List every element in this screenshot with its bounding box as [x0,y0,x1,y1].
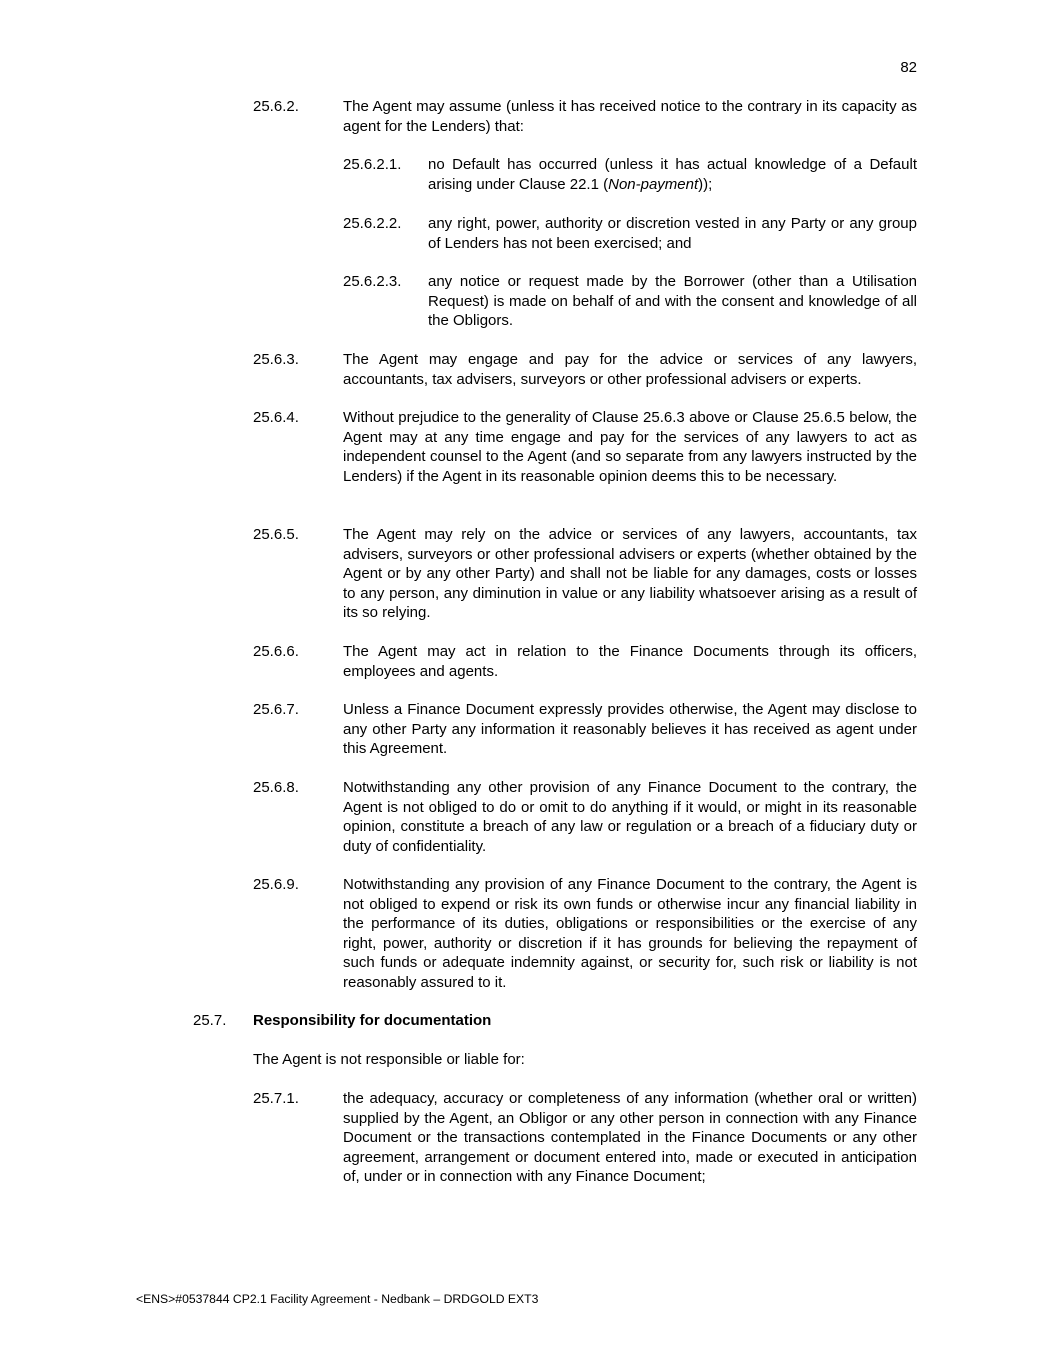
clause-number: 25.6.6. [253,643,299,660]
clause-reference-title: Non-payment [608,175,699,193]
clause-number: 25.6.2.1. [343,156,402,173]
clause-text: the adequacy, accuracy or completeness of any information (whether oral or written) supplied by the Agent, an Obligor or any other person in connection with any Finance Document or the transactions contemplated in the Finance Documents or any other agreement, arrangement or document entered into, made or executed in anticipation of, under or in connection with any Finance Document; [343,1090,917,1186]
page-number: 82 [900,59,917,76]
clause-text: The Agent may engage and pay for the advice or services of any lawyers, accountants, tax advisers, surveyors or other professional advisers or experts. [343,351,917,388]
document-footer: <ENS>#0537844 CP2.1 Facility Agreement - Nedbank – DRDGOLD EXT3 [136,1292,539,1306]
clause-number: 25.6.2.3. [343,273,402,290]
clause-text: any notice or request made by the Borrower (other than a Utilisation Request) is made on behalf of and with the consent and knowledge of all the Obligors. [428,273,917,330]
clause-number: 25.6.5. [253,526,299,543]
clause-number: 25.6.2.2. [343,215,402,232]
clause-text: The Agent may rely on the advice or services of any lawyers, accountants, tax advisers, surveyors or other professional advisers or experts (whether obtained by the Agent or by any other Party) and shall not be liable for any damages, costs or losses to any person, any diminution in value or any liability whatsoever arising as a result of its so relying. [343,526,917,622]
clause-text: Notwithstanding any other provision of any Finance Document to the contrary, the Agent is not obliged to do or omit to do anything if it would, or might in its reasonable opinion, constitute a breach of any law or regulation or a breach of a fiduciary duty or duty of confidentiality. [343,779,917,855]
clause-text: Unless a Finance Document expressly provides otherwise, the Agent may disclose to any other Party any information it reasonably believes it has received as agent under this Agreement. [343,701,917,758]
clause-text: any right, power, authority or discretion vested in any Party or any group of Lenders has not been exercised; and [428,215,917,252]
clause-text: The Agent may assume (unless it has received notice to the contrary in its capacity as agent for the Lenders) that: [343,98,917,135]
clause-text: Notwithstanding any provision of any Finance Document to the contrary, the Agent is not obliged to expend or risk its own funds or otherwise incur any financial liability in the performance of its duties, obligations or responsibilities or the exercise of any right, power, authority or discretion if it has grounds for believing the repayment of such funds or adequate indemnity against, or security for, such risk or liability is not reasonably assured to it. [343,876,917,991]
clause-text: Without prejudice to the generality of Clause 25.6.3 above or Clause 25.6.5 below, the Agent may at any time engage and pay for the services of any lawyers to act as independent counsel to the Agent (and so separate from any lawyers instructed by the Lenders) if the Agent in its reasonable opinion deems this to be necessary. [343,409,917,485]
clause-text: The Agent may act in relation to the Finance Documents through its officers, employees and agents. [343,643,917,680]
section-heading: Responsibility for documentation [253,1012,492,1029]
clause-number: 25.6.2. [253,98,299,115]
clause-number: 25.6.3. [253,351,299,368]
clause-number: 25.6.7. [253,701,299,718]
clause-number: 25.6.9. [253,876,299,893]
clause-number: 25.7.1. [253,1090,299,1107]
clause-number: 25.6.8. [253,779,299,796]
section-number: 25.7. [193,1012,227,1029]
clause-number: 25.6.4. [253,409,299,426]
intro-text: The Agent is not responsible or liable for: [253,1051,525,1068]
clause-text: no Default has occurred (unless it has actual knowledge of a Default arising under Clause 22.1 (Non-payment)); [428,156,917,193]
